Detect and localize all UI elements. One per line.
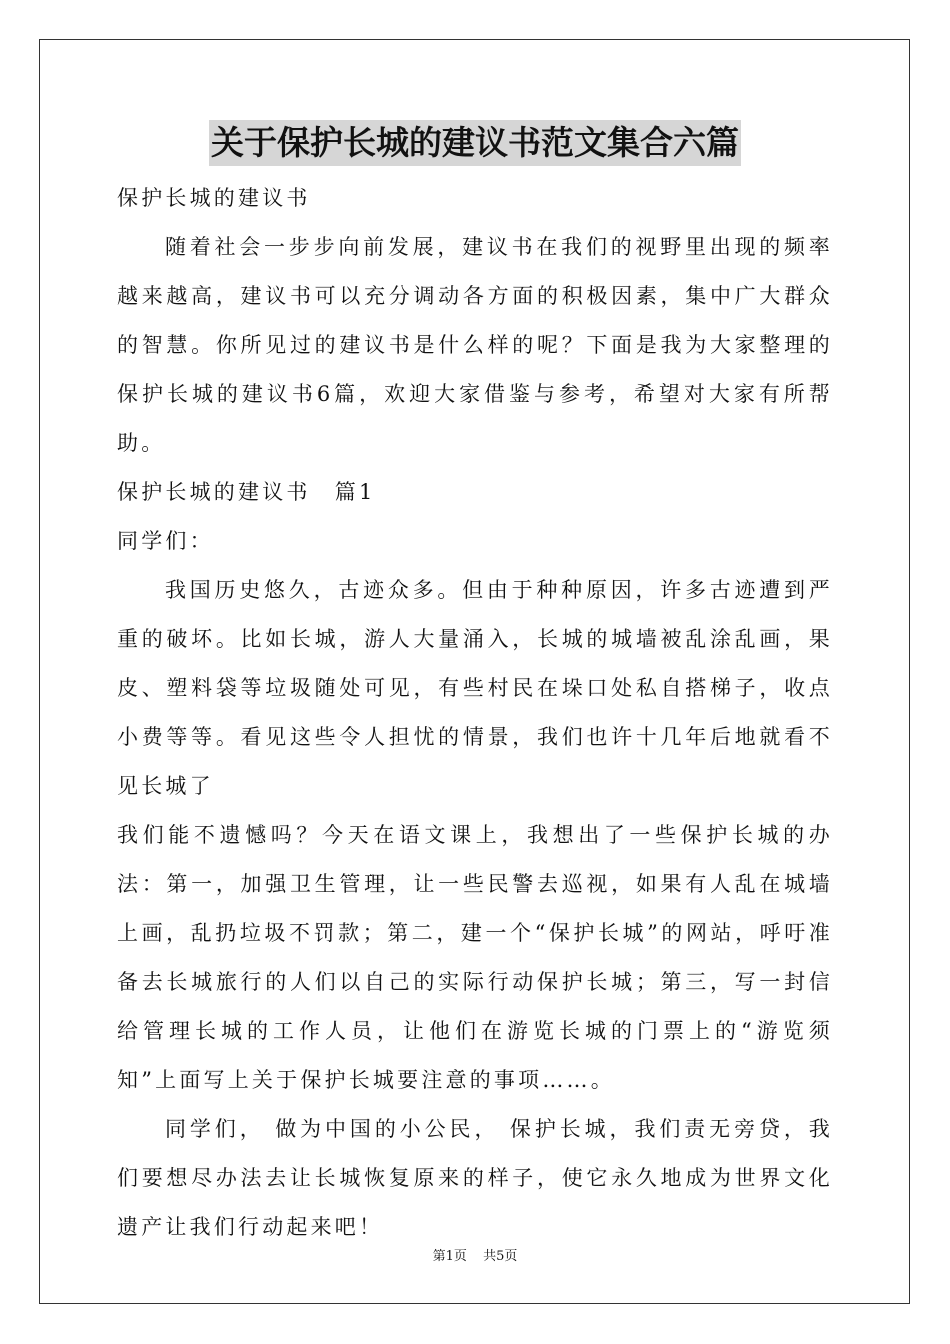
body-paragraph-1: 我国历史悠久，古迹众多。但由于种种原因，许多古迹遭到严重的破坏。比如长城，游人大量涌入，长城的城墙被乱涂乱画，果皮、塑料袋等垃圾随处可见，有些村民在垛口处私自搭梯子，收点小费等等。看见这些令人担忧的情景，我们也许十几年后地就看不见长城了 (117, 578, 833, 798)
section-heading: 保护长城的建议书 篇1 (117, 480, 376, 504)
greeting: 同学们： (117, 529, 214, 553)
title-wrap (117, 120, 833, 174)
page-total: 共5页 (483, 1249, 518, 1264)
body-paragraph-3: 同学们， 做为中国的小公民， 保护长城，我们责无旁贷，我们要想尽办法去让长城恢复原来的样子，使它永久地成为世界文化遗产让我们行动起来吧！ (117, 1117, 833, 1239)
intro-paragraph: 随着社会一步步向前发展，建议书在我们的视野里出现的频率越来越高，建议书可以充分调动各方面的积极因素，集中广大群众的智慧。你所见过的建议书是什么样的呢？下面是我为大家整理的保护长城的建议书6篇，欢迎大家借鉴与参考，希望对大家有所帮助。 (117, 235, 833, 455)
document-content (117, 120, 833, 1252)
page-number: 第1页 (432, 1249, 467, 1264)
document-subtitle: 保护长城的建议书 (117, 186, 311, 210)
body-paragraph-2: 我们能不遗憾吗？今天在语文课上，我想出了一些保护长城的办法：第一，加强卫生管理，让一些民警去巡视，如果有人乱在城墙上画，乱扔垃圾不罚款；第二，建一个“保护长城”的网站，呼吁准备去长城旅行的人们以自己的实际行动保护长城；第三，写一封信给管理长城的工作人员，让他们在游览长城的门票上的“游览须知”上面写上关于保护长城要注意的事项……。 (117, 823, 833, 1092)
page-footer (0, 1248, 950, 1266)
document-title: 关于保护长城的建议书范文集合六篇 (209, 120, 741, 166)
